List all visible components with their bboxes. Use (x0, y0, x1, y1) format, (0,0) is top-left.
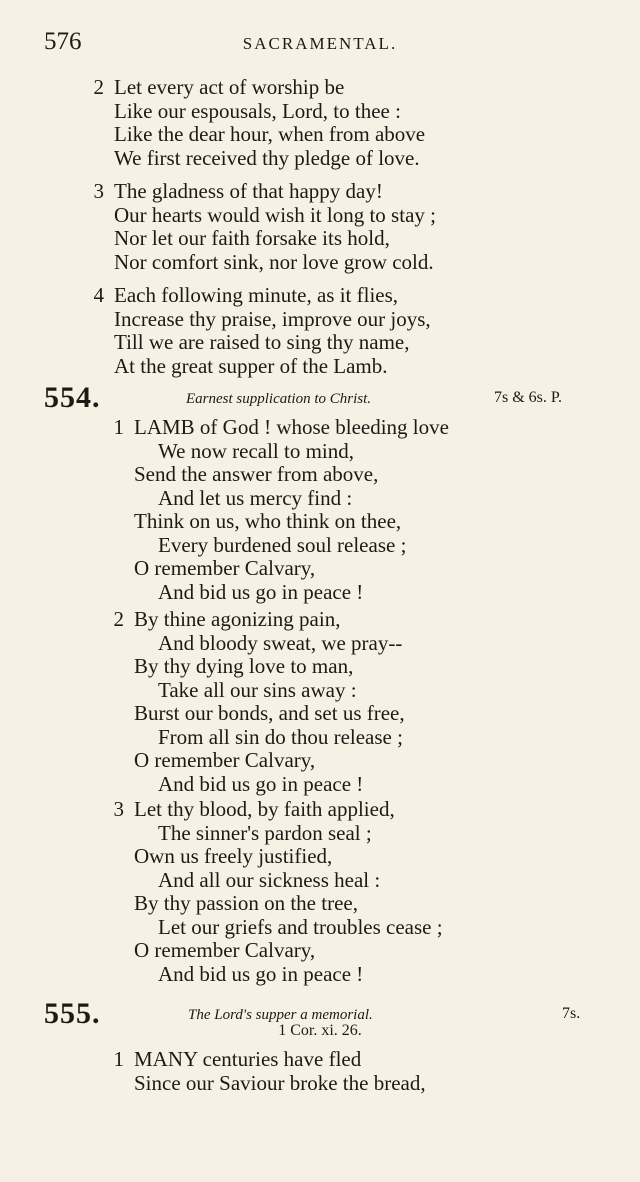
stanza-number: 3 (93, 179, 104, 203)
verse-line: O remember Calvary, (134, 748, 316, 772)
hymn-554-header (0, 381, 640, 414)
verse-line: And bid us go in peace ! (158, 579, 364, 604)
verse-line: LAMB of God ! whose bleeding love (134, 415, 449, 439)
stanza-number: 4 (93, 283, 104, 307)
scripture-reference: 1 Cor. xi. 26. (278, 1022, 362, 1039)
verse-line: And bloody sweat, we pray-- (158, 630, 403, 655)
verse-line: The sinner's pardon seal ; (158, 820, 372, 845)
verse-line: From all sin do thou release ; (158, 724, 403, 749)
verse-line: And bid us go in peace ! (158, 771, 364, 796)
verse-line: O remember Calvary, (134, 556, 316, 580)
verse-line: Let every act of worship be (114, 75, 345, 99)
verse-line: By thy dying love to man, (134, 654, 354, 678)
verse-line: Send the answer from above, (134, 462, 379, 486)
verse-line: Let thy blood, by faith applied, (134, 797, 395, 821)
hymn-title: Earnest supplication to Christ. (186, 391, 372, 407)
hymn-title: The Lord's supper a memorial. (188, 1007, 373, 1023)
verse-line: Like the dear hour, when from above (114, 122, 426, 146)
verse-line: Every burdened soul release ; (158, 532, 407, 557)
verse-line: Burst our bonds, and set us free, (134, 701, 405, 725)
stanza-number: 1 (113, 1047, 124, 1071)
hymn-554-stanza-3 (0, 798, 640, 986)
verse-line: By thy passion on the tree, (134, 891, 358, 915)
verse-line: And let us mercy find : (158, 485, 353, 510)
hymn-555-stanza-1 (0, 1048, 640, 1095)
stanza-continued-3 (0, 180, 640, 274)
verse-line: O remember Calvary, (134, 938, 316, 962)
hymn-number: 555. (44, 997, 101, 1030)
running-head: SACRAMENTAL. (242, 34, 398, 53)
verse-line: The gladness of that happy day! (114, 179, 383, 203)
verse-line: Nor comfort sink, nor love grow cold. (114, 249, 434, 274)
stanza-number: 2 (93, 75, 104, 99)
verse-line: At the great supper of the Lamb. (114, 353, 388, 378)
stanza-number: 3 (113, 797, 124, 821)
hymn-meter: 7s. (562, 1005, 581, 1022)
verse-line: Own us freely justified, (134, 844, 333, 868)
stanza-number: 2 (113, 607, 124, 631)
verse-line: Nor let our faith forsake its hold, (114, 226, 390, 250)
verse-line: Like our espousals, Lord, to thee : (114, 98, 401, 123)
hymn-554-stanza-1 (0, 416, 640, 604)
verse-line: Till we are raised to sing thy name, (114, 330, 410, 354)
verse-line: By thine agonizing pain, (134, 607, 341, 631)
hymn-meter: 7s & 6s. P. (494, 389, 563, 406)
verse-line: Our hearts would wish it long to stay ; (114, 202, 436, 227)
verse-line: And all our sickness heal : (158, 867, 381, 892)
verse-line: Each following minute, as it flies, (114, 283, 399, 307)
verse-line: Increase thy praise, improve our joys, (114, 306, 431, 331)
verse-line: Let our griefs and troubles cease ; (158, 914, 443, 939)
verse-line: And bid us go in peace ! (158, 961, 364, 986)
hymn-number: 554. (44, 381, 101, 414)
hymn-554-stanza-2 (0, 608, 640, 796)
stanza-number: 1 (113, 415, 124, 439)
verse-line: Since our Saviour broke the bread, (134, 1070, 426, 1095)
verse-line: We first received thy pledge of love. (114, 145, 420, 170)
verse-line: We now recall to mind, (158, 438, 355, 463)
verse-line: MANY centuries have fled (134, 1047, 362, 1071)
verse-line: Think on us, who think on thee, (134, 509, 402, 533)
page-number: 576 (44, 28, 82, 55)
stanza-continued-4 (0, 284, 640, 378)
stanza-continued-2 (0, 76, 640, 170)
verse-line: Take all our sins away : (158, 677, 357, 702)
